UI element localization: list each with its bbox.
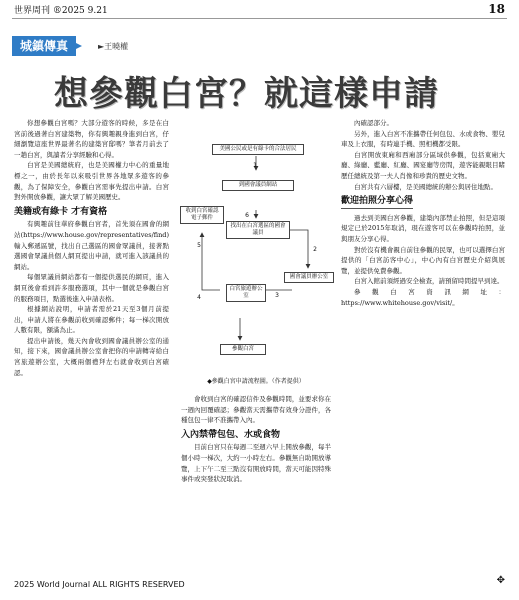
paragraph: 每個眾議員網站都有一個提供選民的網頁，進入網頁後會看到許多服務選項，其中一個就是參觀白宮的服務項目，點選後進入申請表格。 <box>14 273 169 303</box>
diagram-step-4: 白宮旅遊辦公室 <box>226 284 266 302</box>
paragraph: 白宮開放東廂和西廂部分區域供參觀，包括東廂大廳、綠廳、藍廳、紅廳、國宴廳等房間，遊客能親眼目睹歷任總統及第一夫人肖像和珍貴的歷史文物。 <box>341 150 505 180</box>
paragraph: 參觀白宮資訊網址：https://www.whitehouse.gov/visit/。 <box>341 287 505 307</box>
paragraph: 白宮是美國總統府，也是美國權力中心的重量地標之一，由於長年以來吸引世界各地眾多遊客的參觀，為了保障安全，參觀白宮需事先提出申請。白宮對外開放參觀，讓大眾了解美國歷史。 <box>14 161 169 202</box>
publication-title: 世界周刊 ®2025 9.21 <box>14 6 108 16</box>
diagram-step-6: 找出在白宮選區的國會議員 <box>226 221 290 239</box>
paragraph: 內確認部分。 <box>354 119 393 127</box>
paragraph: 你想參觀白宮嗎？大部分遊客的時候，多是在白宮前後過著白宮建築物，你有興趣親身進到白宮，仔細瀏覽這座世界最著名的建築宮邸嗎？筆者月前去了一趟白宮，與讀者分享經驗和心得。 <box>14 119 169 159</box>
subheading: 歡迎拍照分享心得 <box>341 196 413 209</box>
step-number: 2 <box>313 246 317 253</box>
step-number: 5 <box>197 242 201 249</box>
header-divider <box>12 18 507 19</box>
paragraph: 提出申請後，幾天內會收到國會議員辦公室的通知，接下來，國會議員辦公室會把你的申請轉寄給白宮旅遊辦公室，大概兩個禮拜左右就會收到白宮確認。 <box>14 336 169 377</box>
diagram-step-1: 到國會議員網站 <box>222 180 294 191</box>
application-flow-diagram <box>180 118 332 388</box>
paragraph: 目前白宮只在每週二至週六早上開放參觀，每半個小時一梯次，大約一小時左右。參觀無自助開放導覽，上下午二至三點沒有開放時間，當天可能因特殊事件或突發狀況取消。 <box>181 443 331 484</box>
step-number: 6 <box>245 212 249 219</box>
paragraph: 另外，進入白宮不准攜帶任何包包、水或食物、嬰兒車及上衣服，有時連手機、照相機都受限。 <box>341 129 505 149</box>
diagram-bottom-box: 參觀白宮 <box>220 344 266 355</box>
diagram-top-box: 美國公民或是有綠卡的合法居民 <box>212 144 304 155</box>
step-number: 1 <box>253 162 257 169</box>
subheading: 入內禁帶包包、水或食物 <box>181 429 281 440</box>
article-column-3 <box>341 118 505 574</box>
article-column-1 <box>14 118 169 574</box>
diagram-caption: ◆參觀白宮申請流程圖。（作者提供） <box>207 378 305 385</box>
subheading: 美籍或有綠卡 才有資格 <box>14 206 108 217</box>
paragraph: 過去到美國白宮參觀，建築內部禁止拍照，但是這項規定已於2015年取消，現在遊客可以在參觀時拍照，並與朋友分享心得。 <box>341 213 505 243</box>
step-number: 3 <box>275 292 279 299</box>
article-headline: 想參觀白宮？就這樣申請 <box>54 74 439 114</box>
diagram-step-5: 收到白宮確認電子郵件 <box>180 206 224 224</box>
paragraph: 會收到白宮的確認信件及參觀時間，並要求你在一週內回覆確認；參觀當天需攜帶有效身分證件，各種包包一律不准攜帶入內。 <box>181 395 331 425</box>
author-byline: ►王曉權 <box>98 42 129 51</box>
paragraph: 白宮入館前須經過安全檢查，請預留時間提早到達。 <box>354 277 504 286</box>
copyright-footer: 2025 World Journal ALL RIGHTS RESERVED <box>14 580 185 589</box>
paragraph: 白宮共有六層樓，是美國總統的辦公與居住地點。 <box>354 182 497 191</box>
section-tag: 城鎮傳真 <box>12 36 76 56</box>
article-column-2 <box>181 394 331 574</box>
paragraph: 對於沒有機會親自前往參觀的民眾，也可以選擇白宮提供的「白宮訪客中心」，中心內有白宮歷史介紹與展覽，並提供免費參觀。 <box>341 245 505 275</box>
diagram-step-3: 國會議員辦公室 <box>284 272 334 283</box>
footer-ornament-icon: ✥ <box>496 575 505 586</box>
step-number: 4 <box>197 294 201 301</box>
paragraph: 有興趣前往華府參觀白宮者，首先須在國會的網站(https://www.house.gov/representatives/find)輸入郵遞區號，找出自己選區的國會眾議員，接著點選國會眾議員個人網頁提出申請，就可進入該議員的網站。 <box>14 220 169 271</box>
page-number: 18 <box>488 2 505 16</box>
paragraph: 根據網站說明，申請者需於21天至3個月前提出，申請人將在參觀前收到確認郵件；每一梯次開放人數有限，額滿為止。 <box>14 305 169 335</box>
